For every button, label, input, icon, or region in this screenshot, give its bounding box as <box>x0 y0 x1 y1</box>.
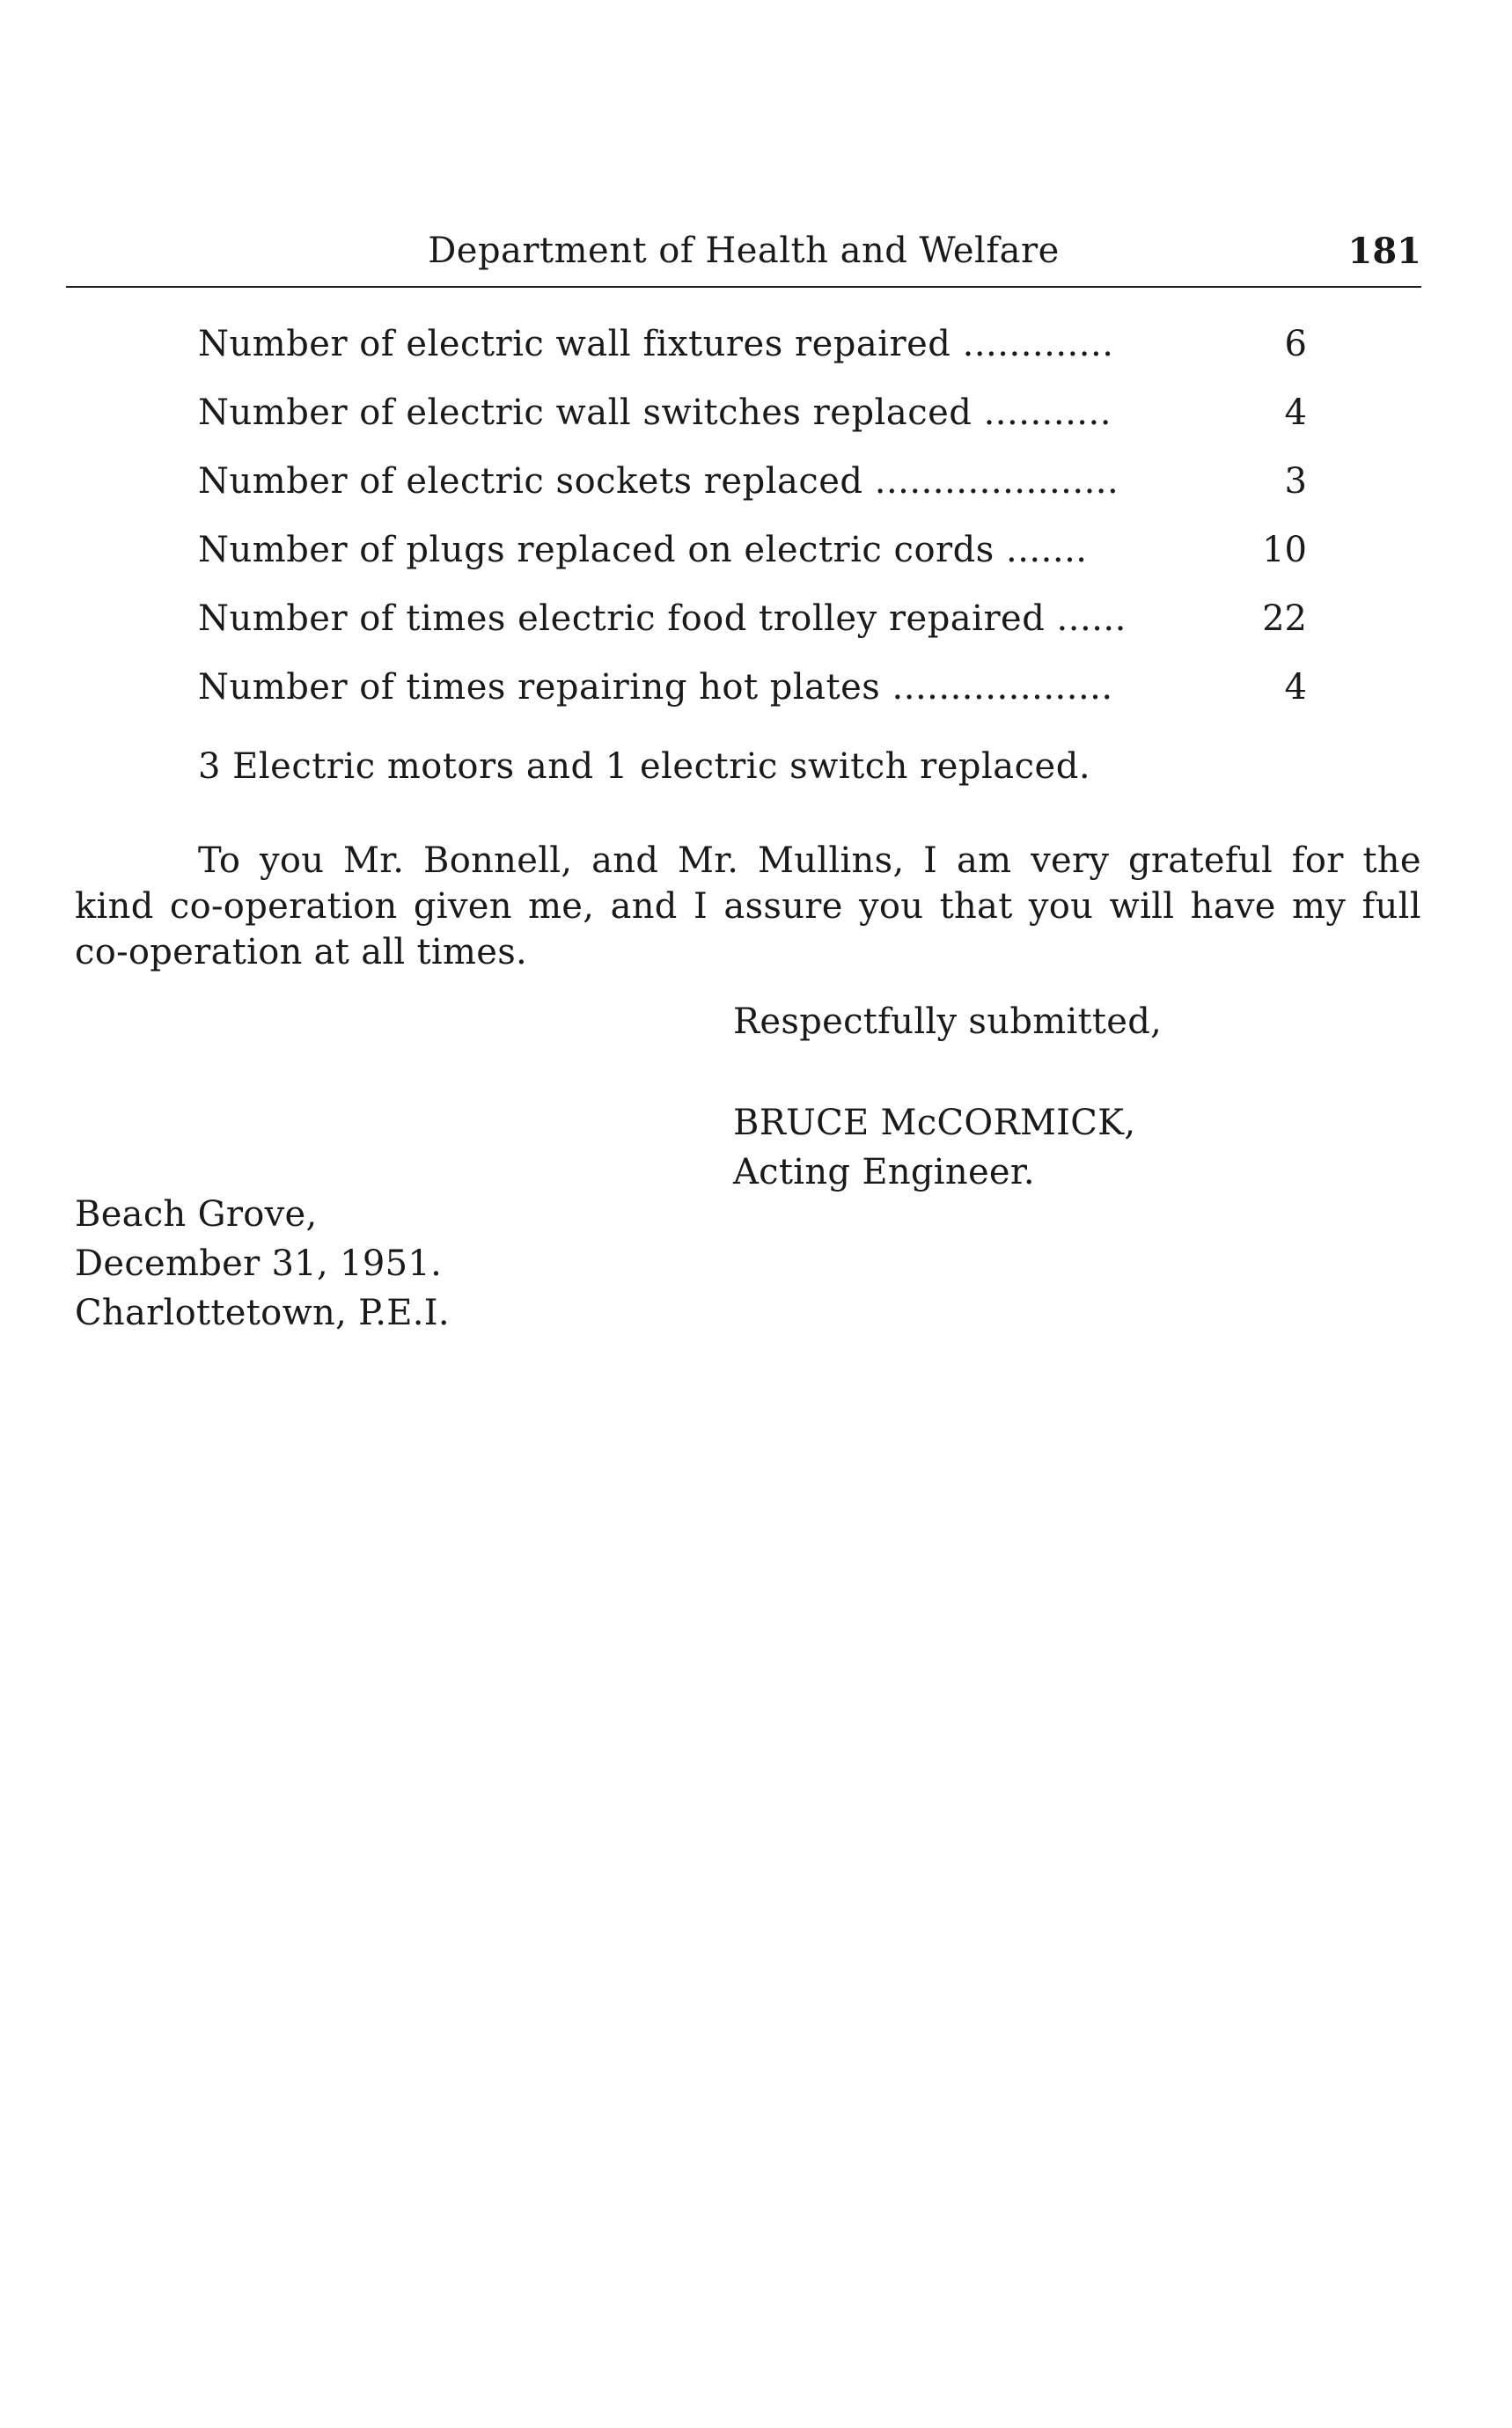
stat-label: Number of times repairing hot plates ................... <box>198 667 1113 708</box>
stat-value: 3 <box>1284 461 1307 502</box>
word: and <box>610 886 678 927</box>
stat-value: 4 <box>1284 667 1307 708</box>
stat-label: Number of electric wall fixtures repaired ............. <box>198 324 1114 364</box>
stat-row <box>198 598 1307 667</box>
word: Mullins, <box>757 840 905 881</box>
stat-row <box>198 667 1307 736</box>
word: Mr. <box>343 840 405 881</box>
word: you <box>1028 886 1094 927</box>
repair-stats-list <box>198 324 1307 736</box>
word: full <box>1362 886 1421 927</box>
stat-label: Number of electric wall switches replaced ........... <box>198 392 1112 433</box>
paragraph-line-2 <box>75 884 1421 929</box>
word: for <box>1291 840 1344 881</box>
word: have <box>1190 886 1276 927</box>
stat-value: 10 <box>1262 530 1307 570</box>
header-rule <box>66 286 1421 288</box>
date-line: December 31, 1951. <box>75 1243 443 1284</box>
word: am <box>956 840 1012 881</box>
word: given <box>413 886 512 927</box>
signoff: Respectfully submitted, <box>733 1001 1163 1042</box>
word: will <box>1109 886 1175 927</box>
stat-value: 4 <box>1284 392 1307 433</box>
page-number: 181 <box>1347 231 1421 272</box>
stat-value: 6 <box>1284 324 1307 364</box>
word: kind <box>75 886 154 927</box>
word: Mr. <box>677 840 739 881</box>
word: assure <box>723 886 843 927</box>
signature-block <box>733 1098 1135 1197</box>
paragraph-line-3: co-operation at all times. <box>75 932 528 972</box>
acknowledgement-paragraph <box>75 838 1421 975</box>
word: I <box>694 886 708 927</box>
header-title: Department of Health and Welfare <box>428 231 1060 271</box>
word: that <box>939 886 1013 927</box>
stat-label: Number of times electric food trolley repaired ...... <box>198 598 1127 639</box>
word: my <box>1292 886 1347 927</box>
word: I <box>923 840 938 881</box>
stat-label: Number of plugs replaced on electric cords ....... <box>198 530 1088 570</box>
place-date-block <box>75 1190 450 1338</box>
motors-note: 3 Electric motors and 1 electric switch replaced. <box>198 746 1091 787</box>
word: you <box>259 840 325 881</box>
place-line: Beach Grove, <box>75 1194 318 1235</box>
signer-name: BRUCE McCORMICK, <box>733 1103 1136 1143</box>
stat-row <box>198 461 1307 530</box>
word: and <box>591 840 659 881</box>
word: very <box>1031 840 1110 881</box>
stat-label: Number of electric sockets replaced ..................... <box>198 461 1119 502</box>
word: To <box>198 840 241 881</box>
stat-row <box>198 324 1307 392</box>
paragraph-line-1 <box>75 838 1421 884</box>
signer-title: Acting Engineer. <box>733 1152 1035 1192</box>
stat-row <box>198 392 1307 461</box>
word: grateful <box>1127 840 1273 881</box>
stat-value: 22 <box>1262 598 1307 639</box>
word: me, <box>528 886 595 927</box>
word: co-operation <box>169 886 398 927</box>
city-line: Charlottetown, P.E.I. <box>75 1293 450 1333</box>
stat-row <box>198 530 1307 598</box>
word: the <box>1362 840 1421 881</box>
page-header <box>66 231 1421 283</box>
word: Bonnell, <box>423 840 573 881</box>
word: you <box>858 886 924 927</box>
